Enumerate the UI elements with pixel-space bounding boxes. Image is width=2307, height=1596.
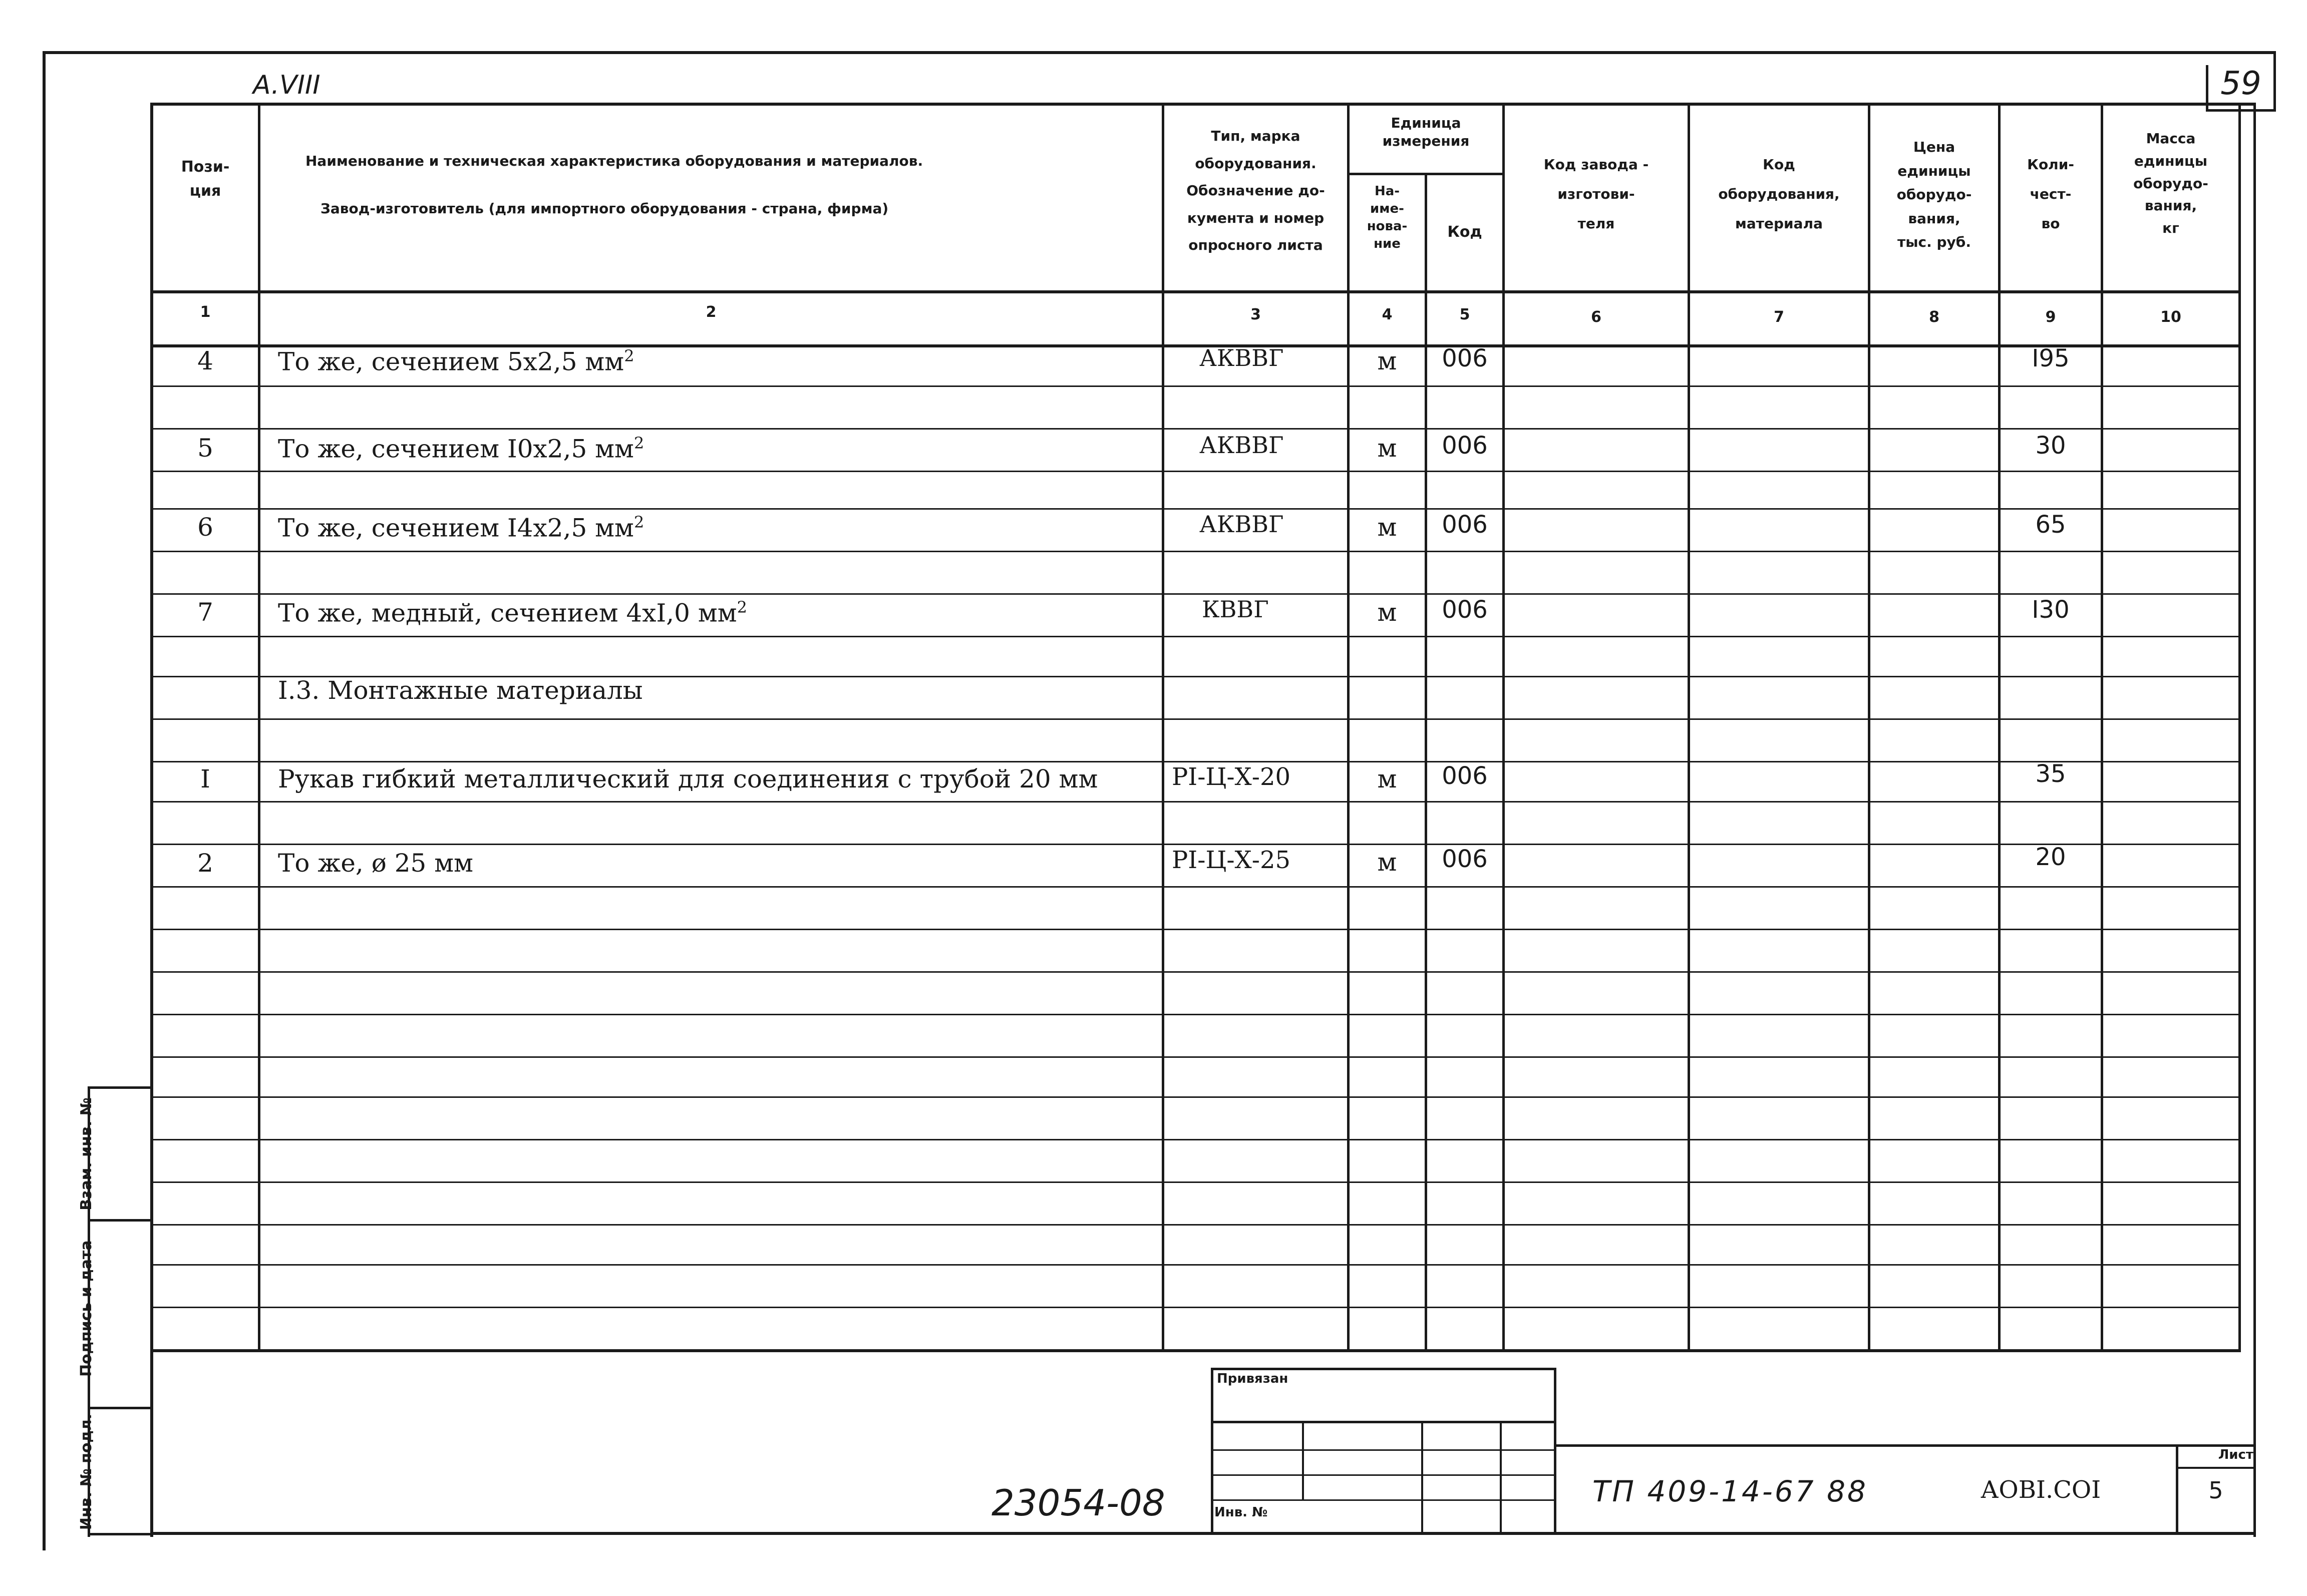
header-unit-name: На- име- нова- ние: [1367, 184, 1408, 252]
row-name: То же, сечением I0х2,5 $мм^2$: [278, 434, 644, 464]
row-line: [150, 844, 2241, 845]
privyazan-box-top: [1211, 1368, 1556, 1370]
row-line: [150, 508, 2241, 510]
privyazan-vline-1: [1302, 1421, 1304, 1501]
row-unit: м: [1377, 764, 1397, 793]
colnum-7: 7: [1774, 308, 1784, 326]
side-label-podpis: Подпись и дата: [78, 1240, 95, 1377]
row-line: [150, 929, 2241, 930]
privyazan-vline-3: [1500, 1421, 1502, 1533]
privyazan-label: Привязан: [1217, 1371, 1288, 1386]
row-line: [150, 593, 2241, 595]
colnum-3: 3: [1250, 306, 1261, 323]
row-pos: 5: [197, 434, 213, 463]
row-name: То же, медный, сечением 4хI,0 $мм^2$: [278, 598, 747, 628]
side-strip-right: [150, 1086, 153, 1537]
colnum-1: 1: [200, 303, 211, 321]
unit-subheader-line: [1347, 173, 1505, 175]
row-unit: м: [1377, 848, 1397, 877]
header-factory-code: Код завода - изготови- теля: [1543, 156, 1649, 232]
doc-code: ТП 409-14-67 88: [1592, 1474, 1868, 1508]
header-price: Цена единицы оборудо- вания, тыс. руб.: [1896, 139, 1972, 251]
sheet-box-top: [2176, 1467, 2253, 1469]
header-pos: Пози- ция: [181, 158, 230, 200]
row-code: 006: [1442, 762, 1488, 790]
row-qty: I30: [2032, 596, 2070, 624]
sheet-label: Лист: [2218, 1447, 2253, 1462]
side-label-inv-podl: Инв. № подл.: [78, 1413, 95, 1530]
header-equip-code: Код оборудования, материала: [1718, 156, 1840, 232]
side-label-vzam: Взам. инв. №: [78, 1097, 95, 1211]
sheet-number: 5: [2208, 1477, 2223, 1504]
row-code: 006: [1442, 432, 1488, 460]
privyazan-vline-2: [1421, 1421, 1423, 1533]
colnum-6: 6: [1591, 308, 1601, 326]
header-unit-code: Код: [1447, 223, 1482, 241]
row-qty: 20: [2035, 843, 2066, 871]
row-qty: 30: [2035, 432, 2066, 460]
row-type: АКВВГ: [1199, 511, 1284, 538]
header-name-line1: Наименование и техническая характеристика оборудования и материалов.: [305, 153, 923, 169]
row-type: КВВГ: [1202, 596, 1269, 623]
privyazan-line-3: [1211, 1474, 1556, 1476]
row-name: То же, сечением I4х2,5 $мм^2$: [278, 513, 644, 543]
outer-frame-left: [43, 51, 46, 1550]
title-block-bottom: [150, 1532, 2256, 1535]
page-number-box-right: [2273, 51, 2276, 111]
corner-mark: A.VIII: [253, 70, 320, 100]
header-qty: Коли- чест- во: [2027, 156, 2074, 232]
colnum-10: 10: [2160, 308, 2181, 326]
privyazan-line-1: [1211, 1421, 1556, 1423]
side-strip-top: [88, 1086, 153, 1089]
row-line: [150, 1014, 2241, 1015]
row-line: [150, 971, 2241, 973]
row-type: АКВВГ: [1199, 344, 1284, 371]
outer-frame-right: [2253, 110, 2256, 1537]
row-name: То же, сечением 5х2,5 $мм^2$: [278, 346, 634, 376]
row-qty: I95: [2032, 344, 2070, 372]
row-code: 006: [1442, 596, 1488, 624]
table-bottom-border: [150, 1349, 2241, 1352]
colnum-4: 4: [1382, 306, 1393, 323]
row-line: [150, 886, 2241, 888]
header-unit-group: Единица измерения: [1382, 115, 1470, 150]
header-mass: Масса единицы оборудо- вания, кг: [2133, 130, 2208, 237]
header-type: Тип, марка оборудования. Обозначение до- кумента и номер опросного листа: [1186, 128, 1325, 254]
row-line: [150, 385, 2241, 387]
row-pos: 2: [197, 849, 213, 878]
header-name-line2: Завод-изготовитель (для импортного оборудования - страна, фирма): [320, 200, 889, 217]
row-line: [150, 1181, 2241, 1183]
row-unit: м: [1377, 598, 1397, 627]
row-line: [150, 636, 2241, 637]
row-qty: 65: [2035, 511, 2066, 539]
row-pos: I: [200, 764, 210, 793]
row-line: [150, 1139, 2241, 1140]
colnum-8: 8: [1929, 308, 1939, 326]
privyazan-line-2: [1211, 1449, 1556, 1451]
album-code: АОВI.СОI: [1981, 1476, 2101, 1504]
row-line: [150, 1056, 2241, 1058]
row-type: РI-Ц-Х-25: [1172, 846, 1291, 874]
section-heading: I.3. Монтажные материалы: [278, 676, 643, 705]
colnum-5: 5: [1459, 306, 1470, 323]
row-code: 006: [1442, 344, 1488, 372]
privyazan-line-4: [1211, 1499, 1556, 1501]
row-unit: м: [1377, 434, 1397, 463]
colnum-9: 9: [2045, 308, 2056, 326]
row-line: [150, 1307, 2241, 1308]
row-line: [150, 761, 2241, 762]
table-right-edge-outer: [2253, 103, 2256, 128]
row-line: [150, 471, 2241, 472]
row-pos: 7: [197, 598, 213, 627]
row-unit: м: [1377, 346, 1397, 375]
row-type: АКВВГ: [1199, 432, 1284, 459]
handwritten-number: 23054-08: [992, 1482, 1165, 1524]
row-code: 006: [1442, 845, 1488, 873]
row-type: РI-Ц-Х-20: [1172, 763, 1291, 791]
row-line: [150, 718, 2241, 720]
row-line: [150, 1096, 2241, 1098]
side-strip-div1: [88, 1219, 153, 1222]
header-bottom-line: [150, 290, 2241, 293]
row-line: [150, 801, 2241, 803]
table-top-border: [150, 103, 2253, 106]
inv-no-label: Инв. №: [1214, 1505, 1268, 1520]
row-code: 006: [1442, 511, 1488, 539]
colnum-2: 2: [706, 303, 717, 321]
row-unit: м: [1377, 513, 1397, 542]
row-pos: 4: [197, 346, 213, 375]
page-number-box-bottom: [2206, 109, 2276, 112]
outer-frame-top: [43, 51, 2276, 54]
title-block-top-right: [1555, 1444, 2256, 1447]
row-line: [150, 1224, 2241, 1226]
row-pos: 6: [197, 513, 213, 542]
row-line: [150, 1264, 2241, 1266]
page-number: 59: [2220, 65, 2261, 102]
row-line: [150, 428, 2241, 430]
row-line: [150, 551, 2241, 552]
row-name: То же, ø 25 мм: [278, 849, 474, 878]
row-qty: 35: [2035, 760, 2066, 788]
row-name: Рукав гибкий металлический для соединения с трубой 20 мм: [278, 764, 1098, 793]
